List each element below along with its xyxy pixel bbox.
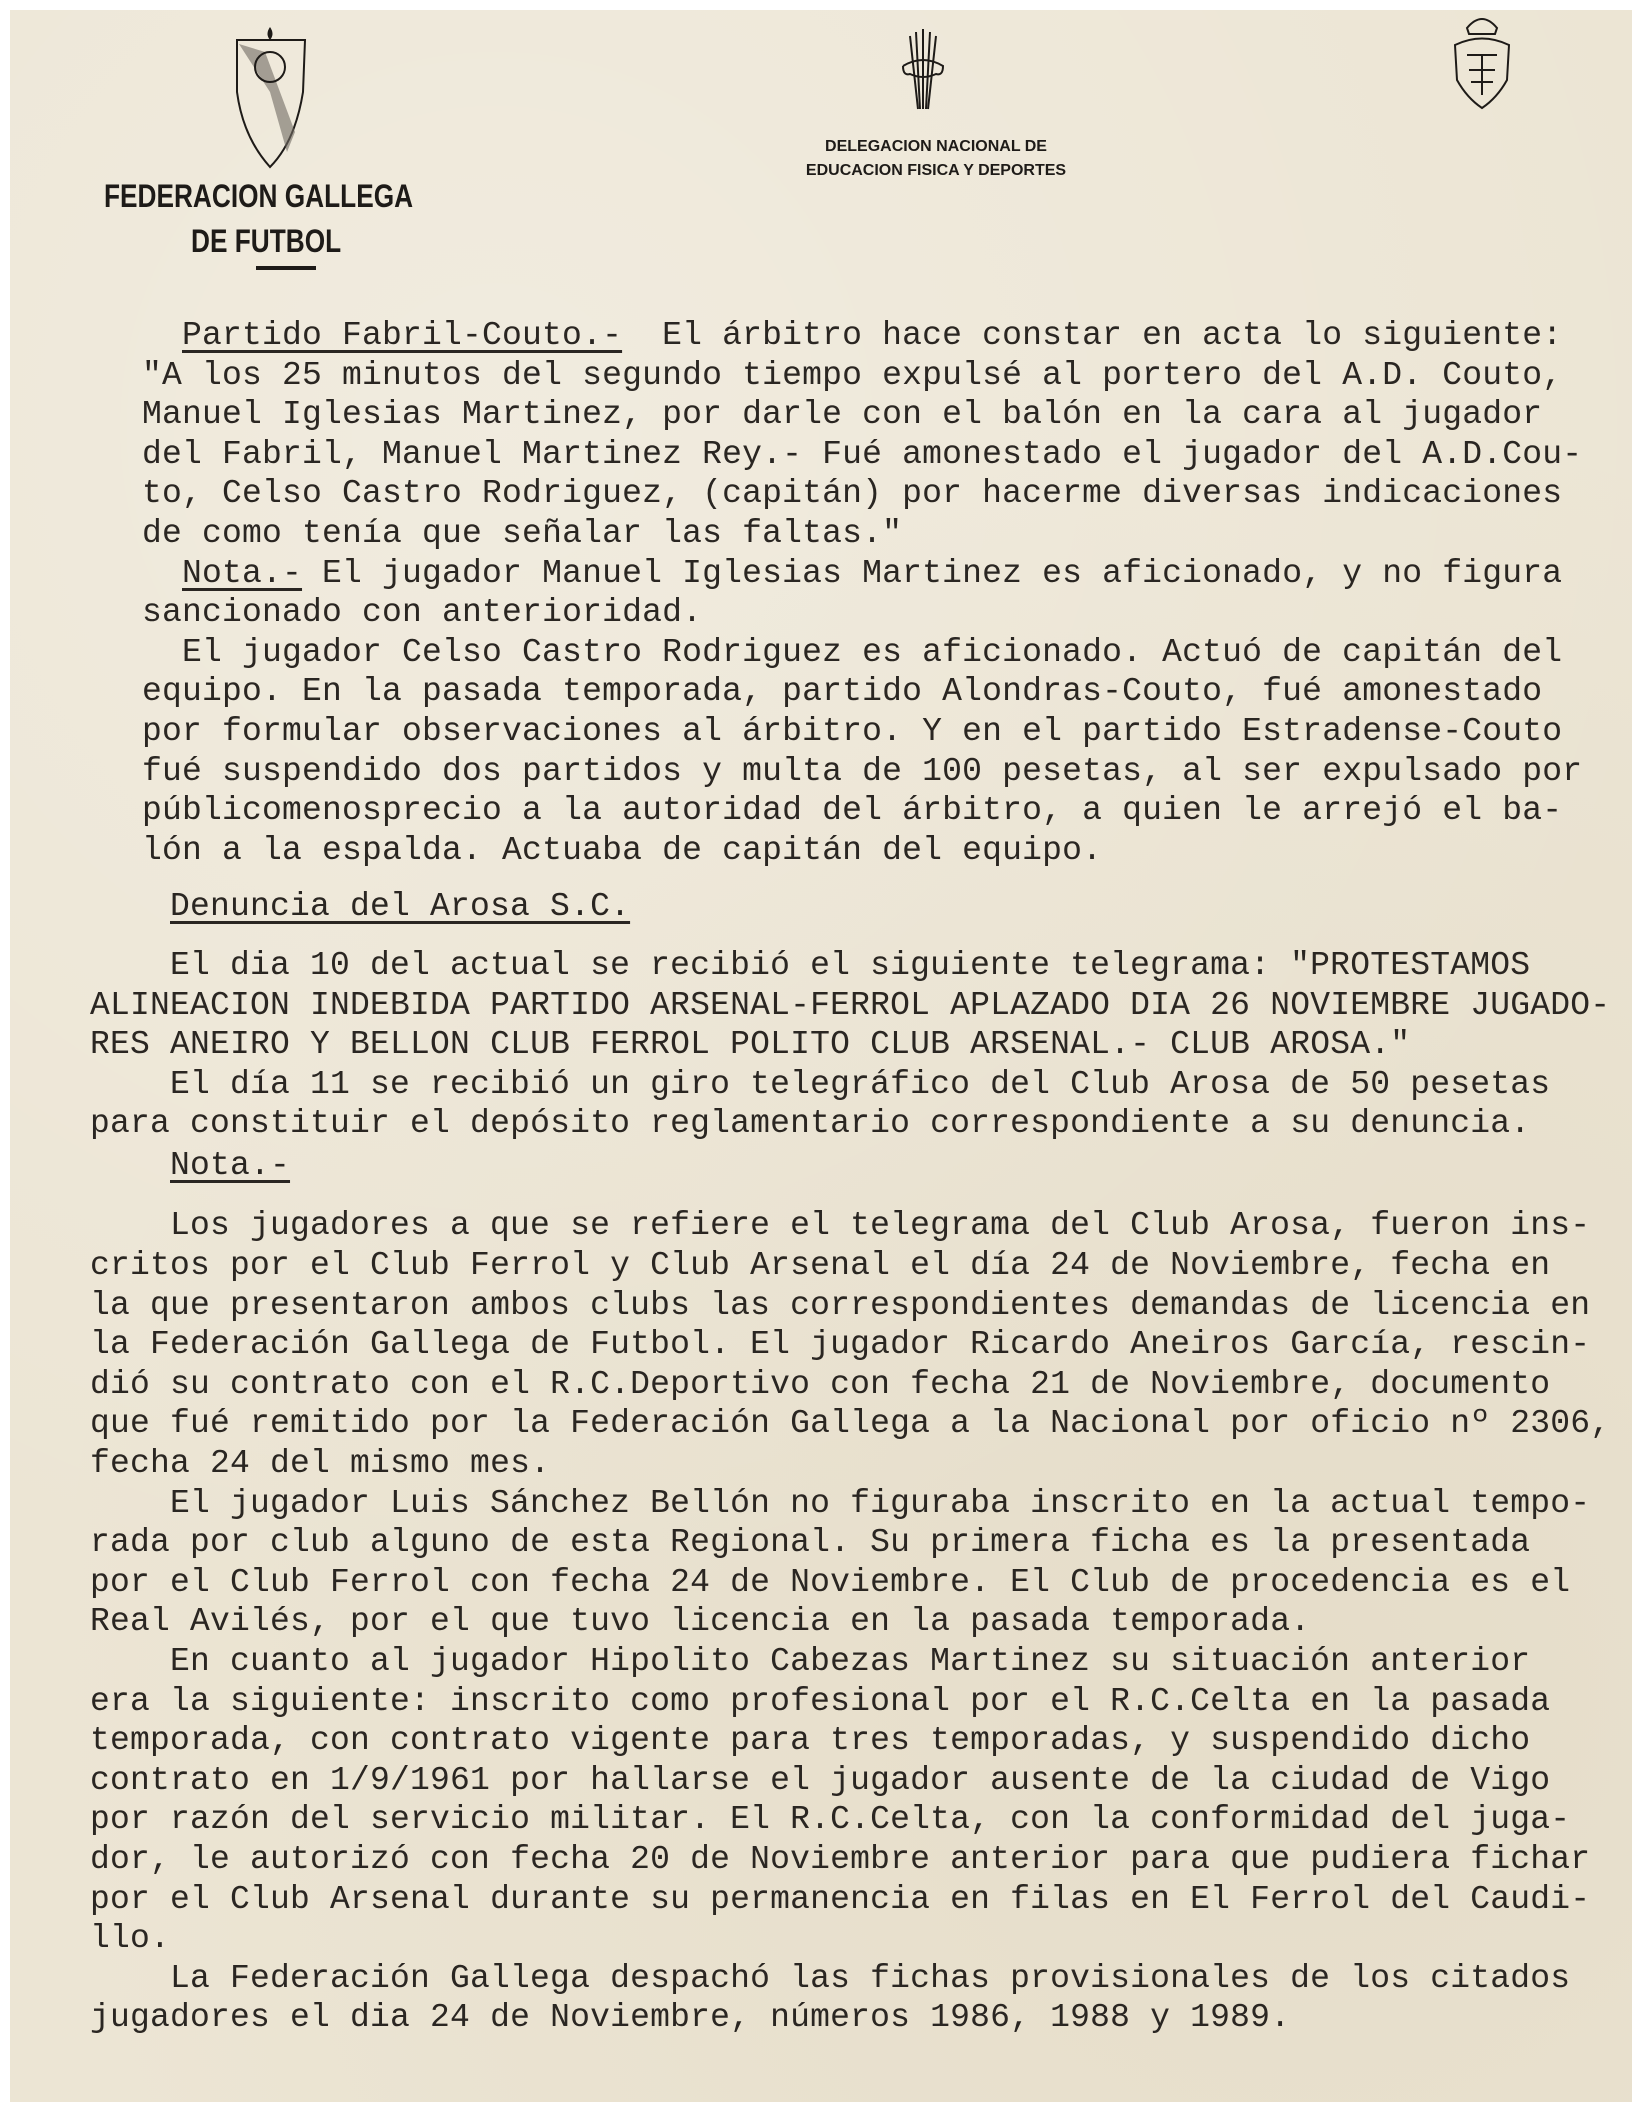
text-line [10, 1286, 1644, 1326]
text-line [10, 435, 1644, 475]
text-line [10, 1246, 1644, 1286]
line-text: del Fabril, Manuel Martinez Rey.- Fué amonestado el jugador del A.D.Cou- [142, 435, 1583, 473]
line-text: temporada, con contrato vigente para tres temporadas, y suspendido dicho [90, 1722, 1531, 1760]
text-line [10, 1919, 1644, 1959]
paragraph [10, 554, 1644, 633]
text-line [10, 1959, 1644, 1999]
section-denuncia-arosa [10, 887, 1644, 2038]
delegation-name: DELEGACION NACIONAL DE [825, 138, 1047, 155]
line-text: por el Club Ferrol con fecha 24 de Noviembre. El Club de procedencia es el [90, 1563, 1571, 1601]
line-text: RES ANEIRO Y BELLON CLUB FERROL POLITO CLUB ARSENAL.- CLUB AROSA." [90, 1026, 1411, 1064]
line-text: públicomenosprecio a la autoridad del árbitro, a quien le arrejó el ba- [142, 792, 1563, 830]
line-text: rada por club alguno de esta Regional. Su primera ficha es la presentada [90, 1524, 1531, 1562]
line-text: En cuanto al jugador Hipolito Cabezas Martinez su situación anterior [170, 1643, 1531, 1680]
section-fabril-couto [10, 316, 1644, 870]
text-line [10, 316, 1644, 356]
document-body [10, 316, 1644, 2038]
text-line [10, 633, 1644, 673]
text-line [10, 986, 1644, 1026]
document-page [10, 10, 1632, 2102]
line-text: El árbitro hace constar en acta lo siguiente: [622, 317, 1563, 354]
federation-name-line2: DE FUTBOL [191, 223, 342, 259]
text-line [10, 1721, 1644, 1761]
yoke-arrows-emblem [898, 24, 948, 114]
text-line [10, 1025, 1644, 1065]
text-line [10, 1206, 1644, 1246]
text-line [10, 554, 1644, 594]
line-text: to, Celso Castro Rodriguez, (capitán) por hacerme diversas indicaciones [142, 475, 1563, 513]
crowned-crest-emblem [1447, 10, 1517, 110]
line-text: de como tenía que señalar las faltas." [142, 514, 903, 552]
text-line [10, 1065, 1644, 1105]
line-text: por razón del servicio militar. El R.C.Celta, con la conformidad del juga- [90, 1801, 1571, 1839]
text-line [10, 474, 1644, 514]
paragraph [10, 1484, 1644, 1642]
text-line [10, 356, 1644, 396]
text-line [10, 1998, 1644, 2038]
paragraph [10, 1206, 1644, 1483]
line-text: El jugador Luis Sánchez Bellón no figuraba inscrito en la actual tempo- [170, 1484, 1591, 1522]
line-text: por el Club Arsenal durante su permanencia en filas en El Ferrol del Caudi- [90, 1880, 1591, 1918]
line-text: ALINEACION INDEBIDA PARTIDO ARSENAL-FERROL APLAZADO DIA 26 NOVIEMBRE JUGADO- [90, 986, 1611, 1024]
text-line [10, 1840, 1644, 1880]
text-line [10, 1761, 1644, 1801]
line-text: El día 11 se recibió un giro telegráfico del Club Arosa de 50 pesetas [170, 1065, 1551, 1103]
text-line [10, 514, 1644, 554]
line-text: "A los 25 minutos del segundo tiempo expulsé al portero del A.D. Couto, [142, 356, 1563, 394]
text-line [10, 1602, 1644, 1642]
line-text: que fué remitido por la Federación Gallega a la Nacional por oficio nº 2306, [90, 1405, 1611, 1443]
text-line [10, 1800, 1644, 1840]
line-text: era la siguiente: inscrito como profesional por el R.C.Celta en la pasada [90, 1682, 1551, 1720]
line-text: lón a la espalda. Actuaba de capitán del equipo. [142, 831, 1103, 869]
line-text: Los jugadores a que se refiere el telegrama del Club Arosa, fueron ins- [170, 1207, 1591, 1245]
text-line [10, 831, 1644, 871]
line-text: El jugador Manuel Iglesias Martinez es aficionado, y no figura [302, 554, 1563, 592]
paragraph [10, 316, 1644, 554]
text-line [10, 1563, 1644, 1603]
text-line [10, 712, 1644, 752]
text-line [10, 593, 1644, 633]
line-text: equipo. En la pasada temporada, partido Alondras-Couto, fué amonestado [142, 673, 1543, 711]
text-line [10, 1404, 1644, 1444]
text-line [10, 1523, 1644, 1563]
line-text: contrato en 1/9/1961 por hallarse el jugador ausente de la ciudad de Vigo [90, 1761, 1551, 1799]
line-text: fué suspendido dos partidos y multa de 100 pesetas, al ser expulsado por [142, 752, 1583, 790]
line-text: critos por el Club Ferrol y Club Arsenal el día 24 de Noviembre, fecha en [90, 1247, 1551, 1285]
line-text: dió su contrato con el R.C.Deportivo con fecha 21 de Noviembre, documento [90, 1365, 1551, 1403]
line-text: El dia 10 del actual se recibió el siguiente telegrama: "PROTESTAMOS [170, 946, 1531, 984]
line-text: Real Avilés, por el que tuvo licencia en la pasada temporada. [90, 1603, 1311, 1641]
section-heading [10, 887, 1644, 927]
letterhead-rule [256, 266, 316, 270]
line-text: fecha 24 del mismo mes. [90, 1445, 551, 1483]
note-paragraphs [10, 1206, 1644, 2037]
line-text: La Federación Gallega despachó las fichas provisionales de los citados [170, 1959, 1571, 1997]
text-line [10, 1484, 1644, 1524]
federation-name: FEDERACION GALLEGA [104, 178, 414, 214]
text-line [10, 1880, 1644, 1920]
heading-text: Denuncia del Arosa S.C. [170, 888, 631, 926]
text-line [10, 1325, 1644, 1365]
text-line [10, 1365, 1644, 1405]
paragraph [10, 633, 1644, 871]
text-line [10, 672, 1644, 712]
line-text: llo. [90, 1920, 171, 1958]
text-line [10, 1642, 1644, 1682]
paragraph [10, 1642, 1644, 1959]
paragraph [10, 1065, 1644, 1144]
text-line [10, 752, 1644, 792]
text-line [10, 791, 1644, 831]
text-line [10, 395, 1644, 435]
delegation-name-line2: EDUCACION FISICA Y DEPORTES [805, 162, 1067, 179]
line-text: para constituir el depósito reglamentario correspondiente a su denuncia. [90, 1105, 1531, 1143]
underlined-label: Partido Fabril-Couto.- [182, 317, 623, 354]
line-text: la que presentaron ambos clubs las correspondientes demandas de licencia en [90, 1286, 1591, 1324]
line-text: sancionado con anterioridad. [142, 594, 703, 632]
line-text: El jugador Celso Castro Rodriguez es aficionado. Actuó de capitán del [182, 633, 1563, 671]
text-line [10, 946, 1644, 986]
note-heading [10, 1146, 1644, 1186]
line-text: Manuel Iglesias Martinez, por darle con el balón en la cara al jugador [142, 396, 1543, 434]
text-line [10, 1682, 1644, 1722]
paragraph [10, 946, 1644, 1065]
line-text: dor, le autorizó con fecha 20 de Noviembre anterior para que pudiera fichar [90, 1840, 1591, 1878]
note-heading-text: Nota.- [170, 1146, 291, 1184]
text-line [10, 1104, 1644, 1144]
underlined-label: Nota.- [182, 554, 303, 592]
text-line [10, 1444, 1644, 1484]
line-text: jugadores el dia 24 de Noviembre, números 1986, 1988 y 1989. [90, 1999, 1291, 2037]
federation-shield-logo [225, 22, 315, 172]
telegram-paragraphs [10, 946, 1644, 1144]
line-text: la Federación Gallega de Futbol. El jugador Ricardo Aneiros García, rescin- [90, 1326, 1591, 1364]
line-text: por formular observaciones al árbitro. Y en el partido Estradense-Couto [142, 712, 1563, 750]
paragraph [10, 1959, 1644, 2038]
